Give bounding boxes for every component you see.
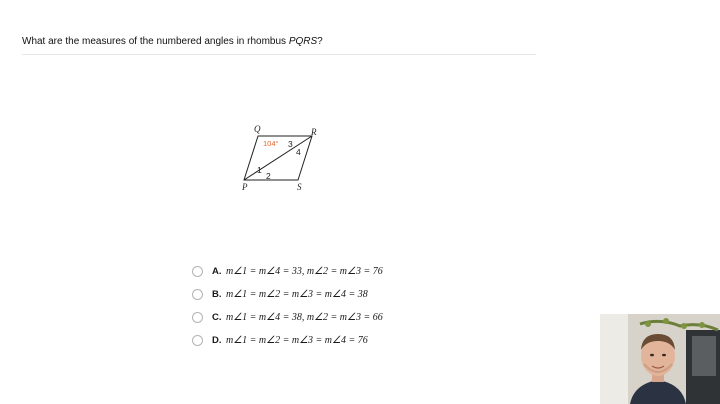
angle-q-value: 104° [263, 139, 279, 148]
radio-d[interactable] [192, 335, 203, 346]
angle-1-label: 1 [257, 165, 262, 175]
choice-d-letter: D. [212, 335, 222, 347]
choice-c-letter: C. [212, 311, 222, 323]
angle-2-label: 2 [266, 171, 271, 181]
question-prefix: What are the measures of the numbered angles in rhombus [22, 36, 289, 47]
divider [22, 54, 536, 55]
answer-choices [192, 263, 512, 356]
presenter-video [600, 314, 720, 404]
choice-a-text: m∠1 = m∠4 = 33, m∠2 = m∠3 = 76 [226, 265, 383, 277]
choice-b-text: m∠1 = m∠2 = m∠3 = m∠4 = 38 [226, 288, 368, 300]
question-text [22, 36, 323, 47]
choice-c[interactable] [192, 309, 512, 325]
vertex-r: R [311, 127, 317, 137]
radio-b[interactable] [192, 289, 203, 300]
choice-b-letter: B. [212, 288, 222, 300]
question-suffix: ? [317, 36, 323, 47]
choice-b[interactable] [192, 286, 512, 302]
vertex-s: S [297, 182, 302, 192]
choice-a-letter: A. [212, 265, 222, 277]
rhombus-figure [236, 120, 336, 200]
vertex-q: Q [254, 124, 261, 134]
rhombus-diagram [236, 120, 336, 200]
vertex-p: P [242, 182, 248, 192]
radio-c[interactable] [192, 312, 203, 323]
angle-4-label: 4 [296, 147, 301, 157]
choice-d-text: m∠1 = m∠2 = m∠3 = m∠4 = 76 [226, 335, 368, 347]
choice-c-text: m∠1 = m∠4 = 38, m∠2 = m∠3 = 66 [226, 311, 383, 323]
angle-3-label: 3 [288, 139, 293, 149]
shape-name: PQRS [288, 36, 318, 47]
webcam-overlay [600, 314, 720, 404]
choice-d[interactable] [192, 333, 512, 349]
radio-a[interactable] [192, 266, 203, 277]
choice-a[interactable] [192, 263, 512, 279]
